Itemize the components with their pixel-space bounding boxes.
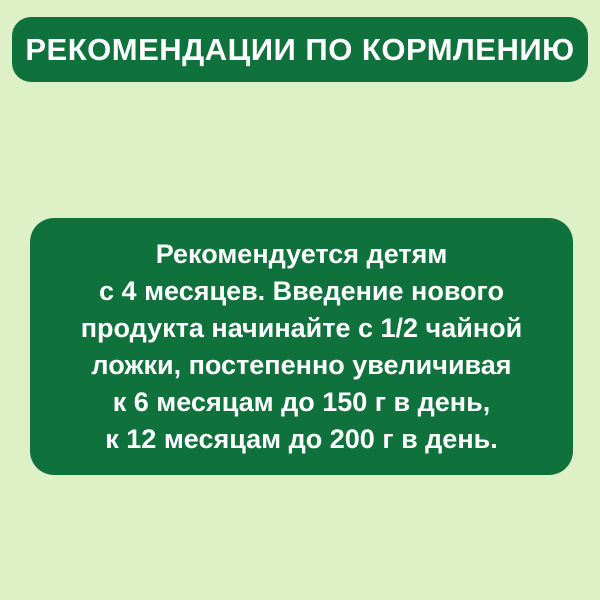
recommendation-line-4: ложки, постепенно увеличивая — [91, 349, 512, 380]
recommendation-line-5: к 6 месяцам до 150 г в день, — [112, 386, 491, 417]
recommendation-line-2: с 4 месяцев. Введение нового — [99, 275, 504, 306]
header-pill — [12, 17, 588, 82]
recommendation-line-1: Рекомендуется детям — [155, 238, 448, 269]
recommendation-line-6: к 12 месяцам до 200 г в день. — [105, 423, 498, 454]
page-title: РЕКОМЕНДАЦИИ ПО КОРМЛЕНИЮ — [25, 31, 575, 67]
recommendation-card — [30, 218, 573, 475]
recommendation-line-3: продукта начинайте с 1/2 чайной — [80, 312, 523, 343]
